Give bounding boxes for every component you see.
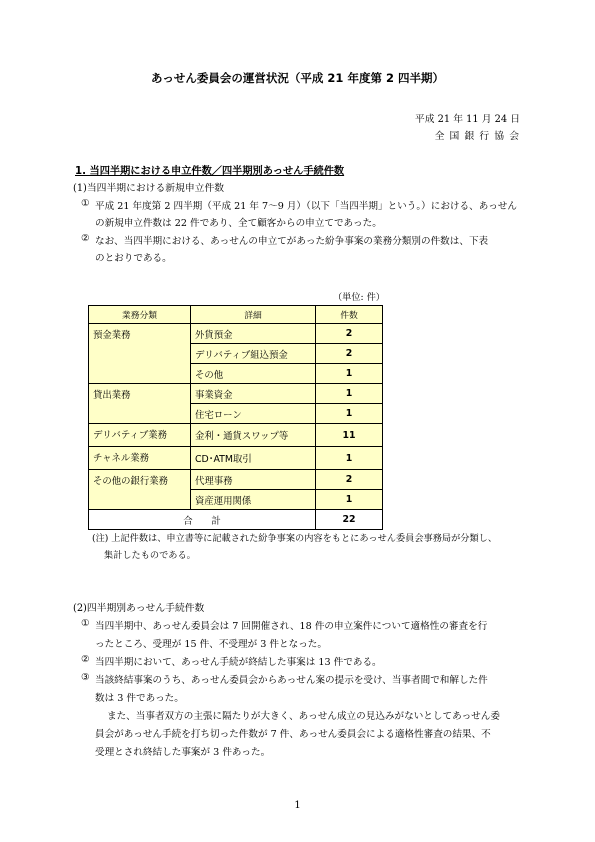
complaint-category-table (88, 305, 383, 530)
table-header-row (89, 306, 383, 324)
paragraph-line: 数は 3 件であった。 (95, 693, 184, 704)
paragraph-line: 受理とされ終結した事案が 3 件あった。 (95, 747, 271, 758)
list-marker: ① (81, 618, 90, 629)
table-row (89, 470, 383, 490)
paragraph-line: なお、当四半期における、あっせんの申立てがあった紛争事案の業務分類別の件数は、下表 (95, 236, 489, 247)
count-cell: 1 (316, 364, 383, 384)
table-total-row (89, 510, 383, 530)
paragraph-line: 当四半期において、あっせん手続が終結した事案は 13 件である。 (95, 657, 382, 668)
issue-date: 平成 21 年 11 月 24 日 (414, 114, 520, 125)
paragraph-line: 員会があっせん手続を打ち切った件数が 7 件、あっせん委員会による適格性審査の結果、不 (95, 729, 491, 740)
paragraph-line: ったところ、受理が 15 件、不受理が 3 件となった。 (95, 639, 327, 650)
page-number: 1 (294, 800, 301, 811)
document-title: あっせん委員会の運営状況（平成 21 年度第 2 四半期） (151, 71, 444, 85)
total-label: 合 計 (89, 510, 316, 530)
section-1-heading: 1. 当四半期における申立件数／四半期別あっせん手続件数 (75, 166, 345, 177)
list-marker: ③ (81, 672, 90, 683)
detail-cell: その他 (191, 364, 316, 384)
header-category: 業務分類 (89, 306, 191, 324)
detail-cell: 外貨預金 (191, 324, 316, 344)
count-cell: 2 (316, 344, 383, 364)
detail-cell: デリバティブ組込預金 (191, 344, 316, 364)
detail-cell: 住宅ローン (191, 404, 316, 424)
paragraph-line: のとおりである。 (95, 253, 172, 264)
paragraph-line: また、当事者双方の主張に隔たりが大きく、あっせん成立の見込みがないとしてあっせん委 (107, 711, 500, 722)
subsection-1-heading: (1)当四半期における新規申立件数 (73, 183, 225, 194)
table-row (89, 324, 383, 344)
list-marker: ② (81, 233, 90, 244)
category-cell: チャネル業務 (89, 447, 191, 470)
list-marker: ① (81, 198, 90, 209)
category-cell: 預金業務 (89, 324, 191, 384)
paragraph-line: 平成 21 年度第 2 四半期（平成 21 年 7～9 月）（以下「当四半期」という。）における、あっせん (95, 201, 517, 212)
paragraph-line: 当四半期中、あっせん委員会は 7 回開催され、18 件の申立案件について適格性の審査を行 (95, 621, 488, 632)
total-value: 22 (316, 510, 383, 530)
detail-cell: CD･ATM取引 (191, 447, 316, 470)
paragraph-line: の新規申立件数は 22 件であり、全て顧客からの申立てであった。 (95, 218, 382, 229)
count-cell: 1 (316, 447, 383, 470)
detail-cell: 金利・通貨スワップ等 (191, 424, 316, 447)
count-cell: 2 (316, 470, 383, 490)
count-cell: 1 (316, 384, 383, 404)
list-marker: ② (81, 654, 90, 665)
category-cell: その他の銀行業務 (89, 470, 191, 510)
table-note: (注) 上記件数は、申立書等に記載された紛争事案の内容をもとにあっせん委員会事務局が分類し、 (92, 533, 498, 544)
table-row (89, 424, 383, 447)
table-note: 集計したものである。 (104, 550, 196, 561)
category-cell: 貸出業務 (89, 384, 191, 424)
paragraph-line: 当該終結事案のうち、あっせん委員会からあっせん案の提示を受け、当事者間で和解した件 (95, 675, 488, 686)
detail-cell: 代理事務 (191, 470, 316, 490)
issuer-name: 全 国 銀 行 協 会 (434, 131, 520, 142)
subsection-2-heading: (2)四半期別あっせん手続件数 (73, 603, 205, 614)
count-cell: 1 (316, 404, 383, 424)
table-unit-label: （単位: 件） (333, 292, 385, 303)
category-cell: デリバティブ業務 (89, 424, 191, 447)
table-row (89, 384, 383, 404)
table-row (89, 447, 383, 470)
header-count: 件数 (316, 306, 383, 324)
count-cell: 2 (316, 324, 383, 344)
count-cell: 1 (316, 490, 383, 510)
count-cell: 11 (316, 424, 383, 447)
header-detail: 詳細 (191, 306, 316, 324)
detail-cell: 資産運用関係 (191, 490, 316, 510)
detail-cell: 事業資金 (191, 384, 316, 404)
